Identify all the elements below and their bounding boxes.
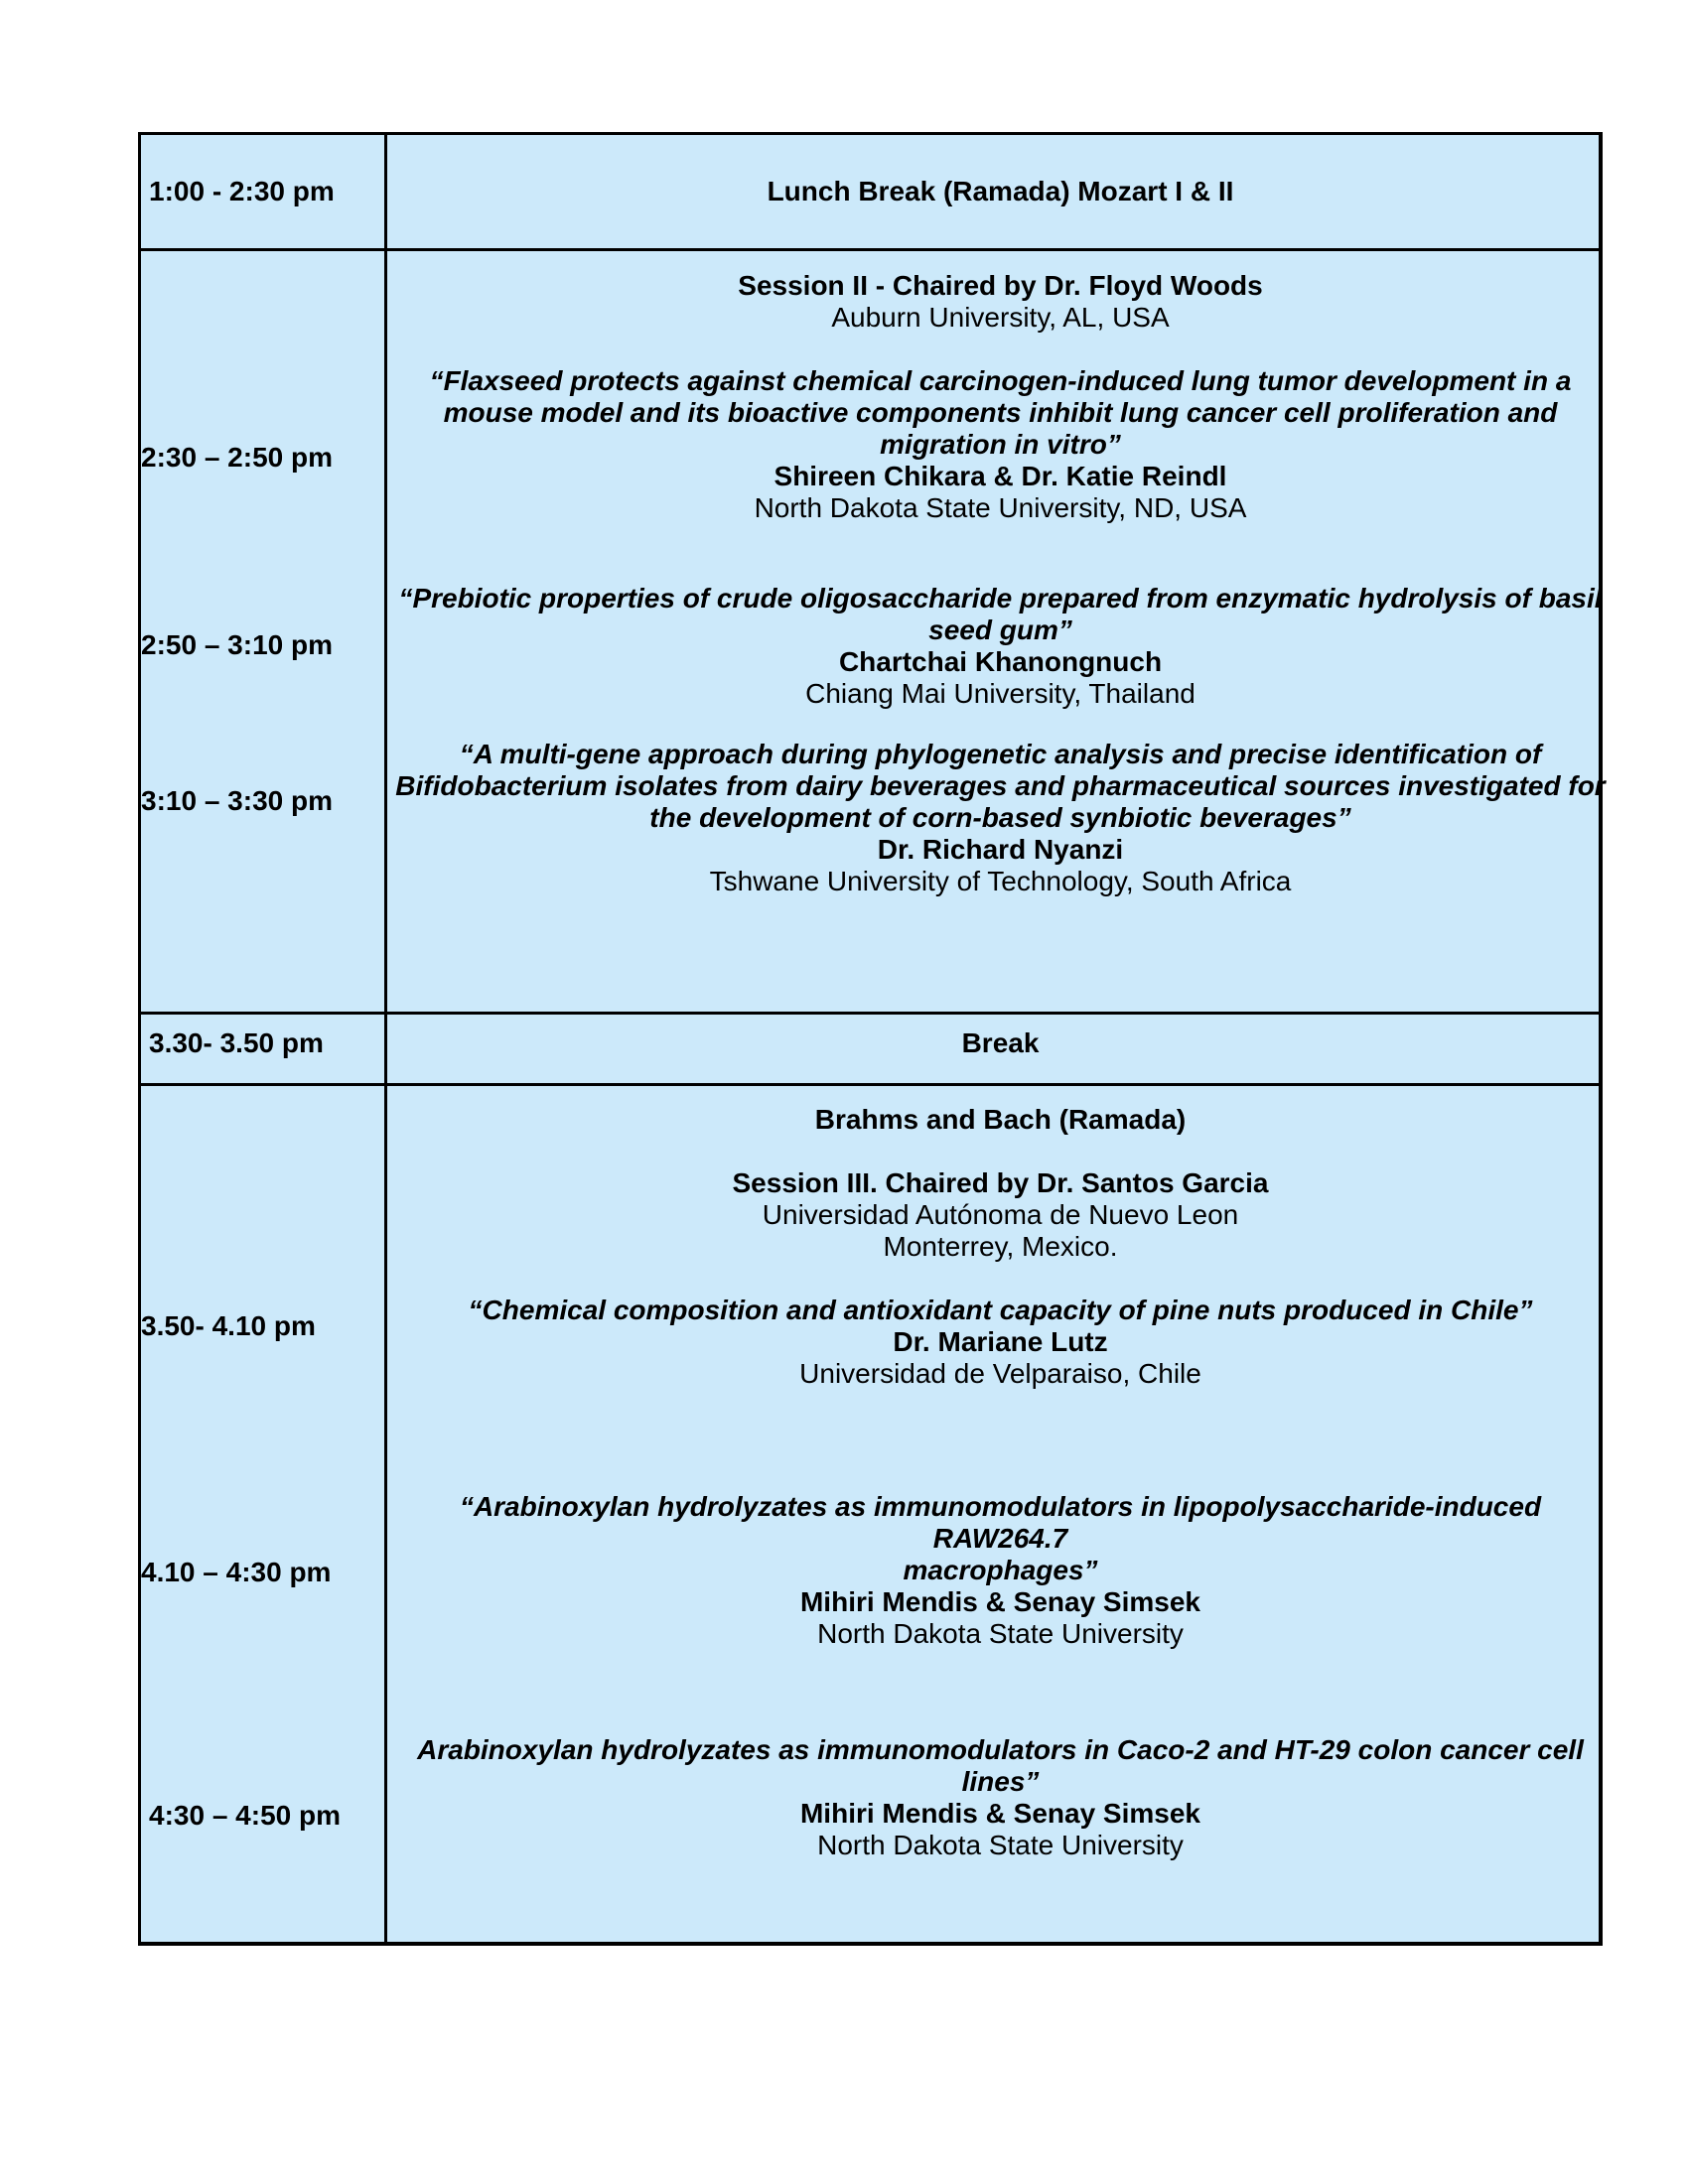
session3-header: Session III. Chaired by Dr. Santos Garcia <box>732 1167 1269 1198</box>
break-time: 3.30- 3.50 pm <box>149 1027 324 1058</box>
talk-title-line: migration in vitro” <box>880 429 1121 460</box>
talk-time: 3:10 – 3:30 pm <box>141 785 333 816</box>
talk-time: 2:50 – 3:10 pm <box>141 629 333 660</box>
talk-block <box>392 1734 1609 1861</box>
talk-affiliation: Universidad de Velparaiso, Chile <box>799 1358 1201 1389</box>
session3-venue: Brahms and Bach (Ramada) <box>814 1104 1187 1135</box>
table-border-top <box>138 132 1602 135</box>
talk-speakers: Mihiri Mendis & Senay Simsek <box>799 1798 1201 1829</box>
talk-affiliation: Chiang Mai University, Thailand <box>805 678 1196 709</box>
talk-title-line: “Chemical composition and antioxidant capacity of pine nuts produced in Chile” <box>468 1295 1533 1325</box>
talk-title-line: “Arabinoxylan hydrolyzates as immunomodulators in lipopolysaccharide-induced RAW264.7 <box>459 1491 1542 1554</box>
row-divider-1 <box>138 248 1603 251</box>
talk-title-line: “Flaxseed protects against chemical carcinogen-induced lung tumor development in a <box>429 365 1572 396</box>
talk-title-line: the development of corn-based synbiotic beverages” <box>649 802 1351 833</box>
talk-speakers: Dr. Richard Nyanzi <box>877 834 1124 865</box>
talk-title-line: macrophages” <box>903 1555 1098 1585</box>
talk-title-line: lines” <box>961 1766 1040 1797</box>
talk-time: 4:30 – 4:50 pm <box>149 1800 341 1831</box>
table-border-left <box>138 132 141 1946</box>
session3-chair-location: Monterrey, Mexico. <box>883 1231 1118 1262</box>
session3-chair-affiliation: Universidad Autónoma de Nuevo Leon <box>762 1199 1239 1230</box>
session2-chair-affiliation: Auburn University, AL, USA <box>831 302 1170 333</box>
talk-speakers: Dr. Mariane Lutz <box>893 1326 1108 1357</box>
row-divider-3 <box>138 1083 1603 1086</box>
talk-title-line: mouse model and its bioactive components inhibit lung cancer cell proliferation and <box>443 397 1558 428</box>
talk-time: 3.50- 4.10 pm <box>141 1310 316 1341</box>
lunch-title: Lunch Break (Ramada) Mozart I & II <box>767 176 1234 206</box>
session3-block <box>392 1104 1609 1390</box>
talk-title-line: Bifidobacterium isolates from dairy beverages and pharmaceutical sources investigated for <box>395 770 1606 801</box>
talk-affiliation: North Dakota State University <box>817 1830 1184 1860</box>
talk-speakers: Shireen Chikara & Dr. Katie Reindl <box>774 461 1227 491</box>
talk-affiliation: North Dakota State University, ND, USA <box>754 492 1247 523</box>
session2-block <box>392 270 1609 524</box>
talk-speakers: Chartchai Khanongnuch <box>838 646 1163 677</box>
talk-speakers: Mihiri Mendis & Senay Simsek <box>799 1586 1201 1617</box>
talk-affiliation: Tshwane University of Technology, South Africa <box>709 866 1292 896</box>
talk-title-line: Arabinoxylan hydrolyzates as immunomodulators in Caco-2 and HT-29 colon cancer cell <box>417 1734 1584 1765</box>
column-divider <box>384 132 387 1946</box>
talk-affiliation: North Dakota State University <box>817 1618 1184 1649</box>
talk-time: 2:30 – 2:50 pm <box>141 442 333 473</box>
break-title: Break <box>961 1027 1040 1058</box>
talk-title-line: seed gum” <box>928 614 1072 645</box>
talk-title-line: “Prebiotic properties of crude oligosaccharide prepared from enzymatic hydrolysis of basil <box>398 583 1603 614</box>
table-border-bottom <box>138 1942 1603 1946</box>
talk-time: 4.10 – 4:30 pm <box>141 1557 332 1587</box>
talk-block <box>392 739 1609 897</box>
talk-block <box>392 583 1609 710</box>
lunch-time: 1:00 - 2:30 pm <box>149 176 335 206</box>
row-divider-2 <box>138 1012 1603 1015</box>
talk-title-line: “A multi-gene approach during phylogenetic analysis and precise identification of <box>459 739 1542 769</box>
talk-block <box>392 1491 1609 1650</box>
session2-header: Session II - Chaired by Dr. Floyd Woods <box>738 270 1263 301</box>
